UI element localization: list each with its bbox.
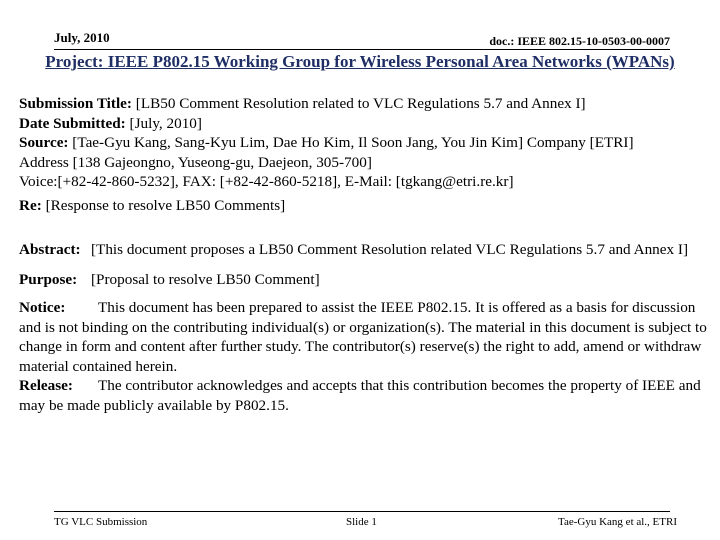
abstract-label: Abstract:	[19, 241, 81, 258]
submission-title-line	[19, 94, 711, 114]
contact-line: Voice:[+82-42-860-5232], FAX: [+82-42-860-5218], E-Mail: [tgkang@etri.re.kr]	[19, 173, 514, 190]
notice-label: Notice:	[19, 299, 66, 316]
purpose-line	[19, 270, 711, 290]
header-divider	[54, 49, 670, 50]
header-date: July, 2010	[54, 30, 110, 45]
submission-title-value: [LB50 Comment Resolution related to VLC Regulations 5.7 and Annex I]	[135, 95, 586, 112]
submission-title-label: Submission Title:	[19, 95, 132, 112]
notice-value: This document has been prepared to assist the IEEE P802.15. It is offered as a basis for discussion and is not binding on the contributing individual(s) or organization(s). The material in this document is subject to change in form and content after further study. The contributor(s) reserve(s) the right to add, amend or withdraw material contained herein.	[19, 299, 707, 375]
header-doc-id: doc.: IEEE 802.15-10-0503-00-0007	[489, 34, 670, 48]
footer-left: TG VLC Submission	[54, 516, 148, 528]
release-line	[19, 376, 711, 415]
footer-author: Tae-Gyu Kang et al., ETRI	[558, 516, 677, 528]
source-label: Source:	[19, 134, 69, 151]
release-label: Release:	[19, 377, 73, 394]
footer-divider	[54, 511, 670, 512]
footer-slide-number: Slide 1	[346, 516, 377, 528]
source-line	[19, 133, 711, 153]
date-submitted-value: [July, 2010]	[129, 114, 202, 132]
abstract-value: [This document proposes a LB50 Comment Resolution related VLC Regulations 5.7 and Annex I]	[91, 241, 689, 258]
date-submitted-label: Date Submitted:	[19, 114, 126, 132]
page-title: Project: IEEE P802.15 Working Group for Wireless Personal Area Networks (WPANs)	[45, 52, 675, 71]
document-body	[19, 94, 711, 415]
purpose-value: [Proposal to resolve LB50 Comment]	[91, 270, 320, 288]
notice-line	[19, 298, 711, 376]
re-label: Re:	[19, 196, 42, 214]
purpose-label: Purpose:	[19, 270, 78, 288]
release-value: The contributor acknowledges and accepts that this contribution becomes the property of IEEE and may be made publicly available by P802.15.	[19, 377, 701, 414]
abstract-line	[19, 240, 711, 260]
source-value: [Tae-Gyu Kang, Sang-Kyu Lim, Dae Ho Kim, Il Soon Jang, You Jin Kim] Company [ETRI]	[72, 134, 634, 151]
address-line: Address [138 Gajeongno, Yuseong-gu, Daejeon, 305-700]	[19, 153, 372, 171]
date-submitted-line	[19, 114, 711, 134]
re-value: [Response to resolve LB50 Comments]	[45, 196, 286, 214]
re-line	[19, 196, 711, 216]
